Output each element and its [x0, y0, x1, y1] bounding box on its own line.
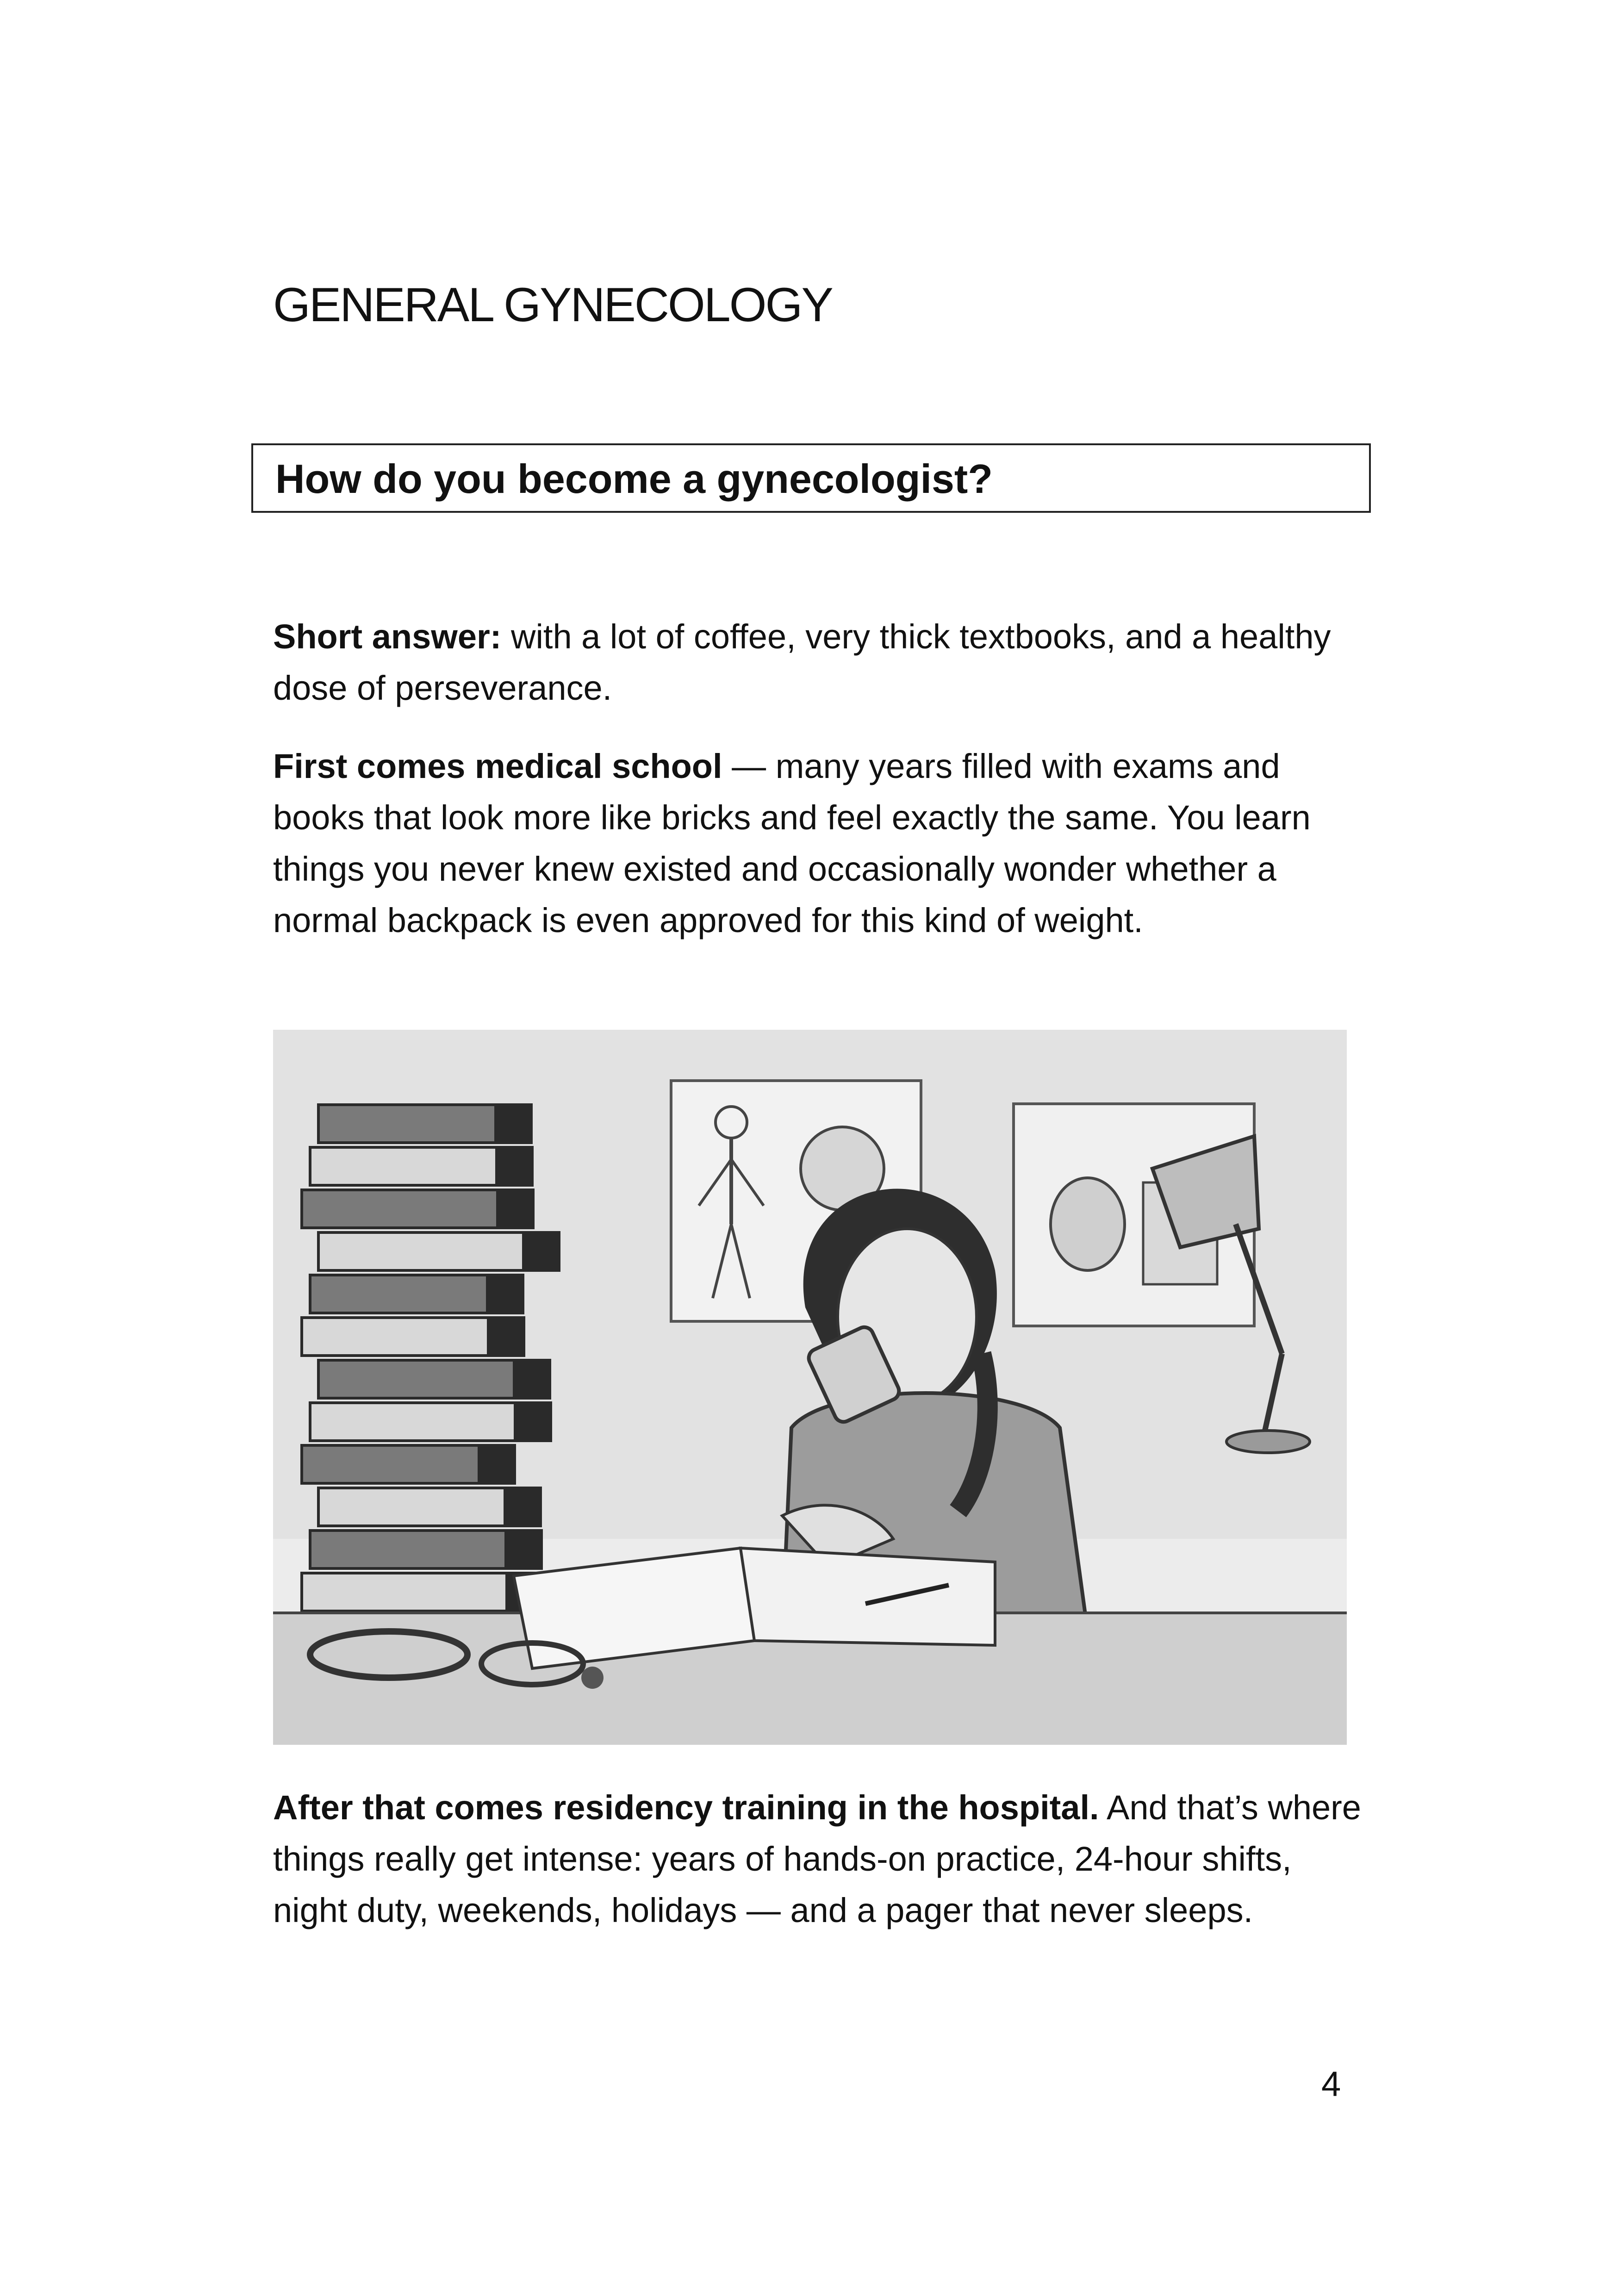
page-number: 4 — [1321, 2065, 1341, 2104]
textbook-spine — [487, 1318, 524, 1356]
textbook-spine — [478, 1445, 515, 1483]
paragraph-body: with a lot of coffee, very thick textbooks, and a healthy dose of perseverance. — [273, 617, 1331, 707]
textbook-spine — [514, 1403, 551, 1441]
paragraph-residency — [273, 1782, 1370, 1936]
textbook-spine — [486, 1275, 523, 1313]
student-studying-illustration — [273, 1030, 1347, 1745]
textbook-spine — [495, 1147, 532, 1185]
illustration-drawing — [273, 1030, 1347, 1745]
textbook-spine — [522, 1232, 559, 1270]
textbook-spine — [504, 1488, 541, 1526]
chapter-title: GENERAL GYNECOLOGY — [273, 278, 832, 332]
textbook-spine — [494, 1105, 531, 1143]
paragraph-lead: First comes medical school — [273, 747, 722, 785]
paragraph-medical-school — [273, 740, 1370, 946]
question-heading: How do you become a gynecologist? — [275, 456, 993, 502]
paragraph-body: — many years filled with exams and books that look more like bricks and feel exactly the same. You learn things you never knew existed and occasionally wonder whether a normal backpack is even approved for this kind of weight. — [273, 747, 1311, 940]
paragraph-short-answer — [273, 611, 1370, 714]
paragraph-lead: After that comes residency training in the hospital. — [273, 1788, 1099, 1827]
paragraph-lead: Short answer: — [273, 617, 502, 656]
textbook-spine — [496, 1190, 533, 1228]
question-box — [251, 443, 1371, 513]
textbook-spine — [513, 1360, 550, 1398]
textbook-spine — [504, 1531, 541, 1568]
paragraph-body: And that’s where things really get intense: years of hands-on practice, 24-hour shifts, night duty, weekends, holidays — and a pager that never sleeps. — [273, 1788, 1361, 1929]
